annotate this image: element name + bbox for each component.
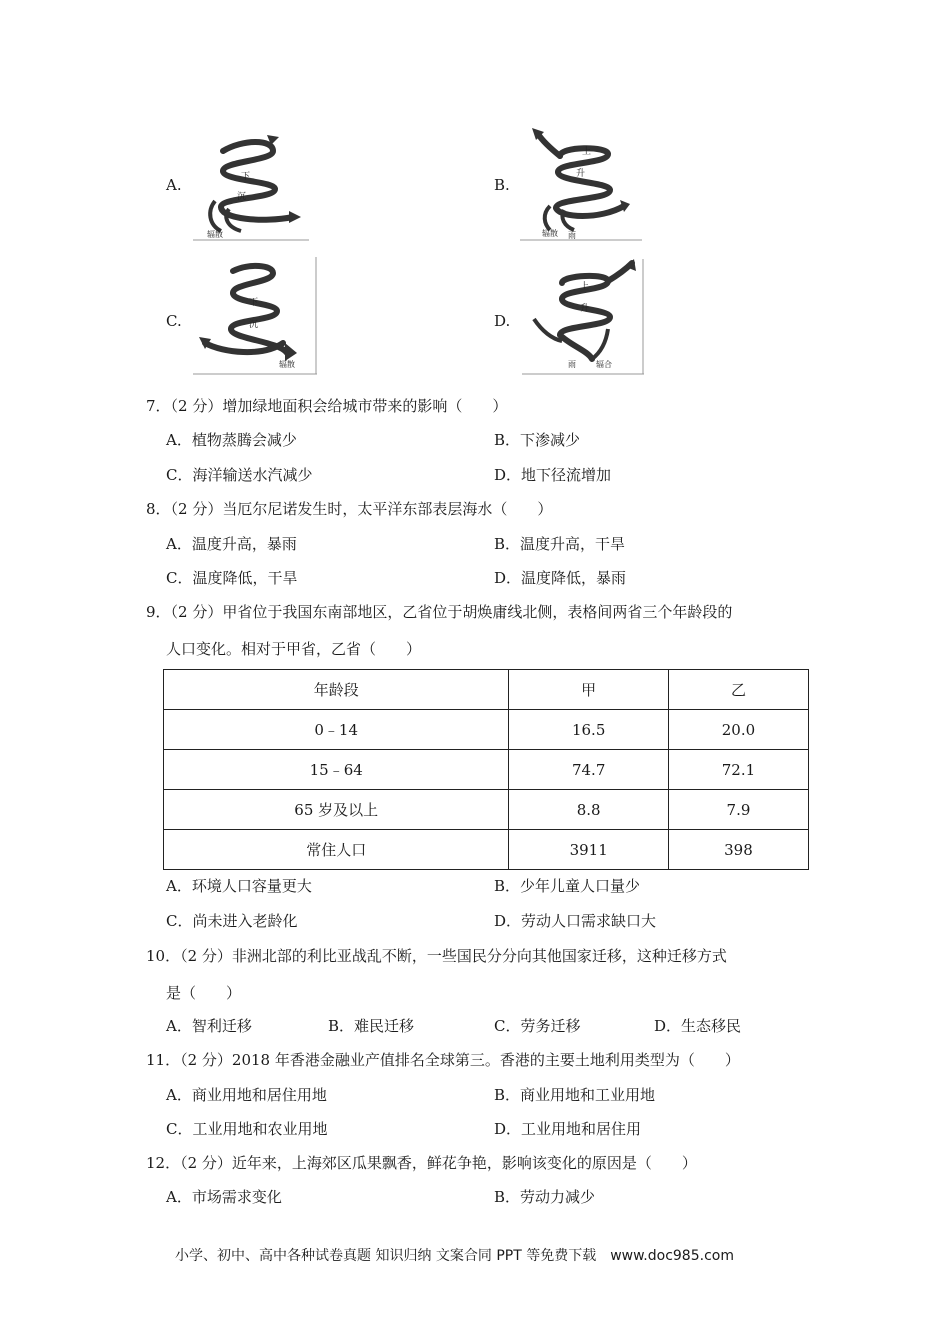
table-header-cell: 年龄段: [164, 670, 509, 710]
table-cell: 常住人口: [164, 830, 509, 870]
fig-b-label-rise: 升: [576, 169, 586, 179]
option-c-letter: C.: [166, 312, 182, 330]
spiral-figure-c: [193, 257, 317, 375]
q9-option-d: D．劳动人口需求缺口大: [494, 912, 657, 930]
fig-a-label-sink: 沉: [237, 192, 247, 202]
table-cell: 72.1: [668, 750, 808, 790]
q10-stem-line2: 是（ ）: [166, 984, 242, 1002]
fig-d-label-convergence: 辐合: [596, 360, 612, 369]
option-b-letter: B.: [494, 176, 510, 194]
table-cell: 3911: [509, 830, 669, 870]
q8-option-b: B．温度升高，干旱: [494, 535, 626, 553]
table-row: [164, 710, 809, 750]
table-cell: 7.9: [668, 790, 808, 830]
table-row: [164, 790, 809, 830]
q10-option-a: A．智利迁移: [166, 1017, 252, 1035]
q8-option-c: C．温度降低，干旱: [166, 569, 298, 587]
q7-option-c: C．海洋输送水汽减少: [166, 466, 313, 484]
table-cell: 0﹣14: [164, 710, 509, 750]
table-header-row: [164, 670, 809, 710]
q10-option-c: C．劳务迁移: [494, 1017, 581, 1035]
fig-d-label-rain: 雨: [568, 360, 576, 369]
option-a-letter: A.: [166, 176, 182, 194]
fig-c-label-down: 下: [249, 298, 259, 308]
q12-option-b: B．劳动力减少: [494, 1188, 596, 1206]
fig-d-label-rise: 升: [580, 304, 590, 314]
table-cell: 16.5: [509, 710, 669, 750]
q11-stem: 11．（2 分）2018 年香港金融业产值排名全球第三。香港的主要土地利用类型为（ ）: [146, 1051, 740, 1069]
q12-stem: 12．（2 分）近年来，上海郊区瓜果飘香，鲜花争艳，影响该变化的原因是（ ）: [146, 1154, 697, 1172]
fig-a-label-down: 下: [241, 172, 251, 182]
table-header-cell: 甲: [509, 670, 669, 710]
spiral-figure-d: [522, 259, 644, 375]
q7-option-d: D．地下径流增加: [494, 466, 612, 484]
q7-option-a: A．植物蒸腾会减少: [166, 431, 297, 449]
q10-option-b: B．难民迁移: [328, 1017, 415, 1035]
page-footer: 小学、初中、高中各种试卷真题 知识归纳 文案合同 PPT 等免费下载 www.doc985.com: [175, 1248, 734, 1264]
spiral-figure-a: [193, 131, 309, 241]
q11-option-b: B．商业用地和工业用地: [494, 1086, 656, 1104]
q7-option-b: B．下渗减少: [494, 431, 581, 449]
table-row: [164, 830, 809, 870]
q9-option-a: A．环境人口容量更大: [166, 877, 312, 895]
q7-stem: 7．（2 分）增加绿地面积会给城市带来的影响（ ）: [146, 397, 508, 415]
fig-c-label-sink: 沉: [249, 320, 259, 330]
population-table: [163, 669, 809, 870]
q11-option-d: D．工业用地和居住用: [494, 1120, 642, 1138]
option-d-letter: D.: [494, 312, 511, 330]
fig-b-label-up: 上: [582, 147, 592, 157]
table-cell: 65 岁及以上: [164, 790, 509, 830]
q11-option-c: C．工业用地和农业用地: [166, 1120, 328, 1138]
q12-option-a: A．市场需求变化: [166, 1188, 282, 1206]
table-cell: 15﹣64: [164, 750, 509, 790]
table-cell: 8.8: [509, 790, 669, 830]
q10-option-d: D．生态移民: [654, 1017, 742, 1035]
table-header-cell: 乙: [668, 670, 808, 710]
table-cell: 20.0: [668, 710, 808, 750]
q8-option-a: A．温度升高，暴雨: [166, 535, 297, 553]
q8-option-d: D．温度降低，暴雨: [494, 569, 627, 587]
q9-option-b: B．少年儿童人口量少: [494, 877, 641, 895]
q11-option-a: A．商业用地和居住用地: [166, 1086, 327, 1104]
spiral-figure-b: [520, 126, 642, 241]
fig-b-label-divergence: 辐散: [542, 229, 558, 238]
q9-option-c: C．尚未进入老龄化: [166, 912, 298, 930]
fig-b-label-rain: 雨: [568, 231, 576, 240]
table-cell: 398: [668, 830, 808, 870]
table-cell: 74.7: [509, 750, 669, 790]
table-row: [164, 750, 809, 790]
q9-stem-line1: 9．（2 分）甲省位于我国东南部地区，乙省位于胡焕庸线北侧，表格间两省三个年龄段的: [146, 603, 733, 621]
q10-stem-line1: 10．（2 分）非洲北部的利比亚战乱不断，一些国民分分向其他国家迁移，这种迁移方式: [146, 947, 727, 965]
q8-stem: 8．（2 分）当厄尔尼诺发生时，太平洋东部表层海水（ ）: [146, 500, 553, 518]
fig-d-label-up: 上: [580, 282, 590, 292]
fig-c-label-divergence: 辐散: [279, 360, 295, 369]
q9-stem-line2: 人口变化。相对于甲省，乙省（ ）: [166, 640, 422, 658]
fig-a-label-divergence: 辐散: [207, 230, 223, 239]
